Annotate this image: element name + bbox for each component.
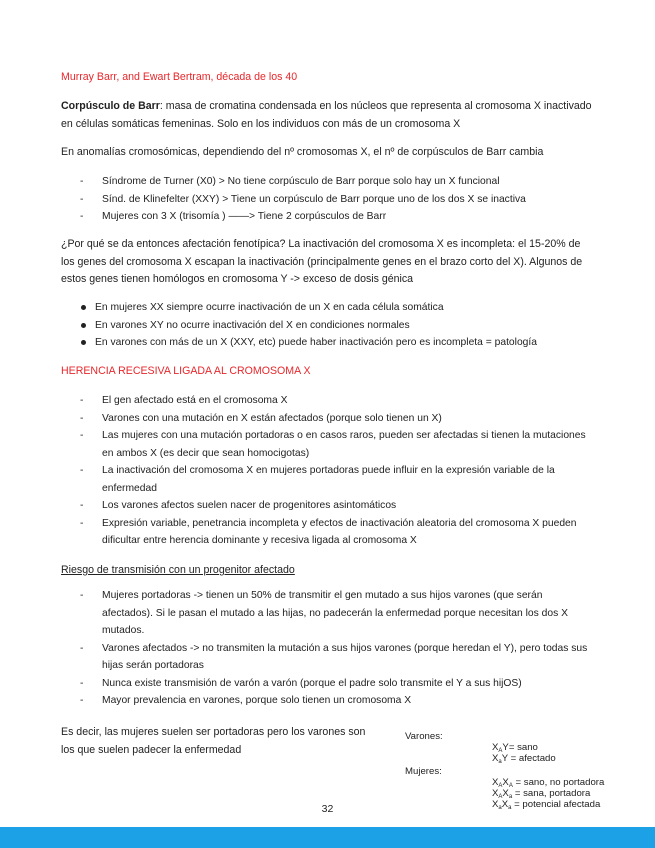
list-item: - El gen afectado está en el cromosoma X — [68, 392, 598, 410]
page-number: 32 — [321, 803, 334, 815]
conclusion-paragraph: Es decir, las mujeres suelen ser portadoras pero los varones son los que suelen padecer la enfermedad — [61, 726, 366, 756]
genotype-female-affected: $X_aX_a$ = potencial afectada — [492, 799, 601, 811]
genotype-female-carrier: $X_AX_a$ = sana, portadora — [492, 788, 591, 800]
list-item: - Nunca existe transmisión de varón a varón (porque el padre solo transmite el Y a sus hijOS) — [68, 675, 593, 693]
list-item: - Varones con una mutación en X están afectados (porque solo tienen un X) — [68, 410, 598, 428]
list-item: - Varones afectados -> no transmiten la mutación a sus hijos varones (porque heredan el Y), pero todas sus hijas serán portadoras — [68, 640, 593, 675]
footer-bar — [0, 827, 655, 848]
genotype-male-affected: $X_aY$ = afectado — [492, 753, 556, 765]
males-label: Varones: — [405, 731, 443, 742]
recessive-points-list — [68, 392, 598, 550]
list-item: En varones con más de un X (XXY, etc) puede haber inactivación pero es incompleta = patología — [61, 334, 621, 352]
list-item: - Los varones afectos suelen nacer de progenitores asintomáticos — [68, 497, 598, 515]
question-paragraph: ¿Por qué se da entonces afectación fenotípica? La inactivación del cromosoma X es incompleta: el 15-20% de los genes del cromosoma X escapan la inactivación (principalmente genes en el brazo corto del X). Algunos de estos genes tienen homólogos en cromosoma Y -> exceso de dosis génica — [61, 238, 583, 285]
inactivation-bullets — [61, 299, 621, 352]
list-item: En varones XY no ocurre inactivación del X en condiciones normales — [61, 317, 621, 335]
section-title: HERENCIA RECESIVA LIGADA AL CROMOSOMA X — [61, 365, 311, 377]
list-item: - Mayor prevalencia en varones, porque solo tienen un cromosoma X — [68, 692, 593, 710]
genotype-female-healthy: $X_AX_A$ = sano, no portadora — [492, 777, 605, 789]
barr-term: Corpúsculo de Barr — [61, 100, 160, 112]
list-item: - Las mujeres con una mutación portadoras o en casos raros, pueden ser afectadas si tienen la mutaciones en ambos X (es decir que sean homocigotas) — [68, 427, 598, 462]
females-label: Mujeres: — [405, 766, 442, 777]
list-item: - Síndrome de Turner (X0) > No tiene corpúsculo de Barr porque solo hay un X funcional — [68, 173, 608, 191]
list-item: - Sínd. de Klinefelter (XXY) > Tiene un corpúsculo de Barr porque uno de los dos X se inactiva — [68, 191, 608, 209]
anomalies-intro: En anomalías cromosómicas, dependiendo del nº cromosomas X, el nº de corpúsculos de Barr cambia — [61, 146, 544, 158]
barr-definition — [61, 98, 601, 133]
authors-heading: Murray Barr, and Ewart Bertram, década de los 40 — [61, 71, 298, 83]
list-item: - La inactivación del cromosoma X en mujeres portadoras puede influir en la expresión variable de la enfermedad — [68, 462, 598, 497]
list-item: - Mujeres con 3 X (trisomía ) ——> Tiene 2 corpúsculos de Barr — [68, 208, 608, 226]
risk-points-list — [68, 587, 593, 710]
barr-definition-text: : masa de cromatina condensada en los núcleos que representa al cromosoma X inactivado en células somáticas femeninas. Solo en los individuos con más de un cromosoma X — [61, 100, 592, 130]
risk-title: Riesgo de transmisión con un progenitor afectado — [61, 564, 295, 576]
anomalies-list — [68, 173, 608, 226]
list-item: - Mujeres portadoras -> tienen un 50% de transmitir el gen mutado a sus hijos varones (que serán afectados). Si le pasan el mutado a las hijas, no padecerán la enfermedad porque necesitan los dos X mutados. — [68, 587, 593, 640]
list-item: En mujeres XX siempre ocurre inactivación de un X en cada célula somática — [61, 299, 621, 317]
genotype-male-healthy: $X_AY=$ sano — [492, 742, 538, 754]
list-item: - Expresión variable, penetrancia incompleta y efectos de inactivación aleatoria del cromosoma X pueden dificultar entre herencia dominante y recesiva ligada al cromosoma X — [68, 515, 598, 550]
